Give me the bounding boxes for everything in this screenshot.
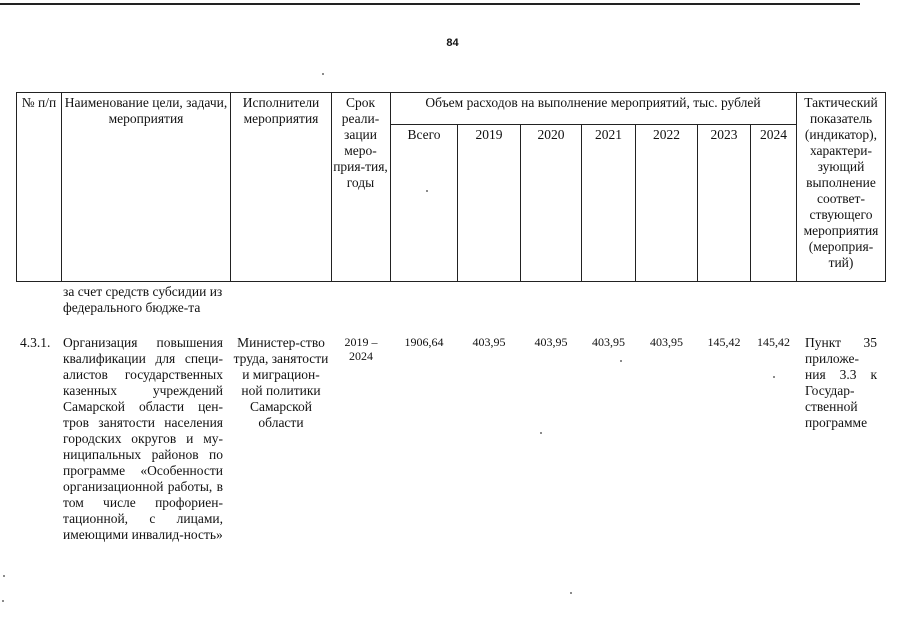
row-term: 2019 – 2024: [344, 335, 378, 363]
top-rule: [0, 3, 860, 5]
row-value-2021: 403,95: [592, 335, 625, 349]
page-number: 84: [446, 37, 459, 49]
header-num: № п/п: [21, 95, 57, 110]
row-value-2023: 145,42: [707, 335, 741, 349]
row-total: 1906,64: [404, 335, 444, 349]
row-number: 4.3.1.: [20, 335, 51, 350]
header-year-2022: 2022: [653, 127, 680, 142]
header-year-2023: 2023: [710, 127, 738, 142]
header-year-2024: 2024: [760, 127, 787, 142]
header-name: Наименование цели, задачи, мероприятия: [64, 95, 228, 126]
row-value-2022: 403,95: [650, 335, 683, 349]
row-value-2024: 145,42: [757, 335, 790, 349]
header-term: Срок реали-зации меро-прия-тия, годы: [333, 95, 388, 190]
continuation-text: за счет средств субсидии из федерального бюдже-та: [63, 284, 223, 315]
header-total: Всего: [407, 127, 441, 142]
row-value-2020: 403,95: [534, 335, 568, 349]
header-expenses-group: Объем расходов на выполнение мероприятий, тыс. рублей: [425, 95, 761, 110]
row-indicator: Пункт 35 приложе-ния 3.3 к Государ-ственной программе: [805, 335, 877, 430]
header-year-2019: 2019: [475, 127, 503, 142]
row-executors: Министер-ство труда, занятости и миграцион-ной политики Самарской области: [233, 335, 329, 430]
header-executors: Исполнители мероприятия: [242, 95, 320, 126]
header-indicator: Тактический показатель (индикатор), характери-зующий выполнение соответ-ствующего мероприятия (мероприя-тий): [803, 95, 879, 270]
row-value-2019: 403,95: [472, 335, 506, 349]
header-year-2020: 2020: [537, 127, 565, 142]
header-year-2021: 2021: [595, 127, 622, 142]
row-name: Организация повышения квалификации для специ-алистов государственных казенных учреждений Самарской области цен-тров занятости населения городских округов и му-ниципальных районов по программе «Особенности организационной работы, в том числе профориен-тационной, с лицами, имеющими инвалид-ность»: [63, 335, 223, 542]
